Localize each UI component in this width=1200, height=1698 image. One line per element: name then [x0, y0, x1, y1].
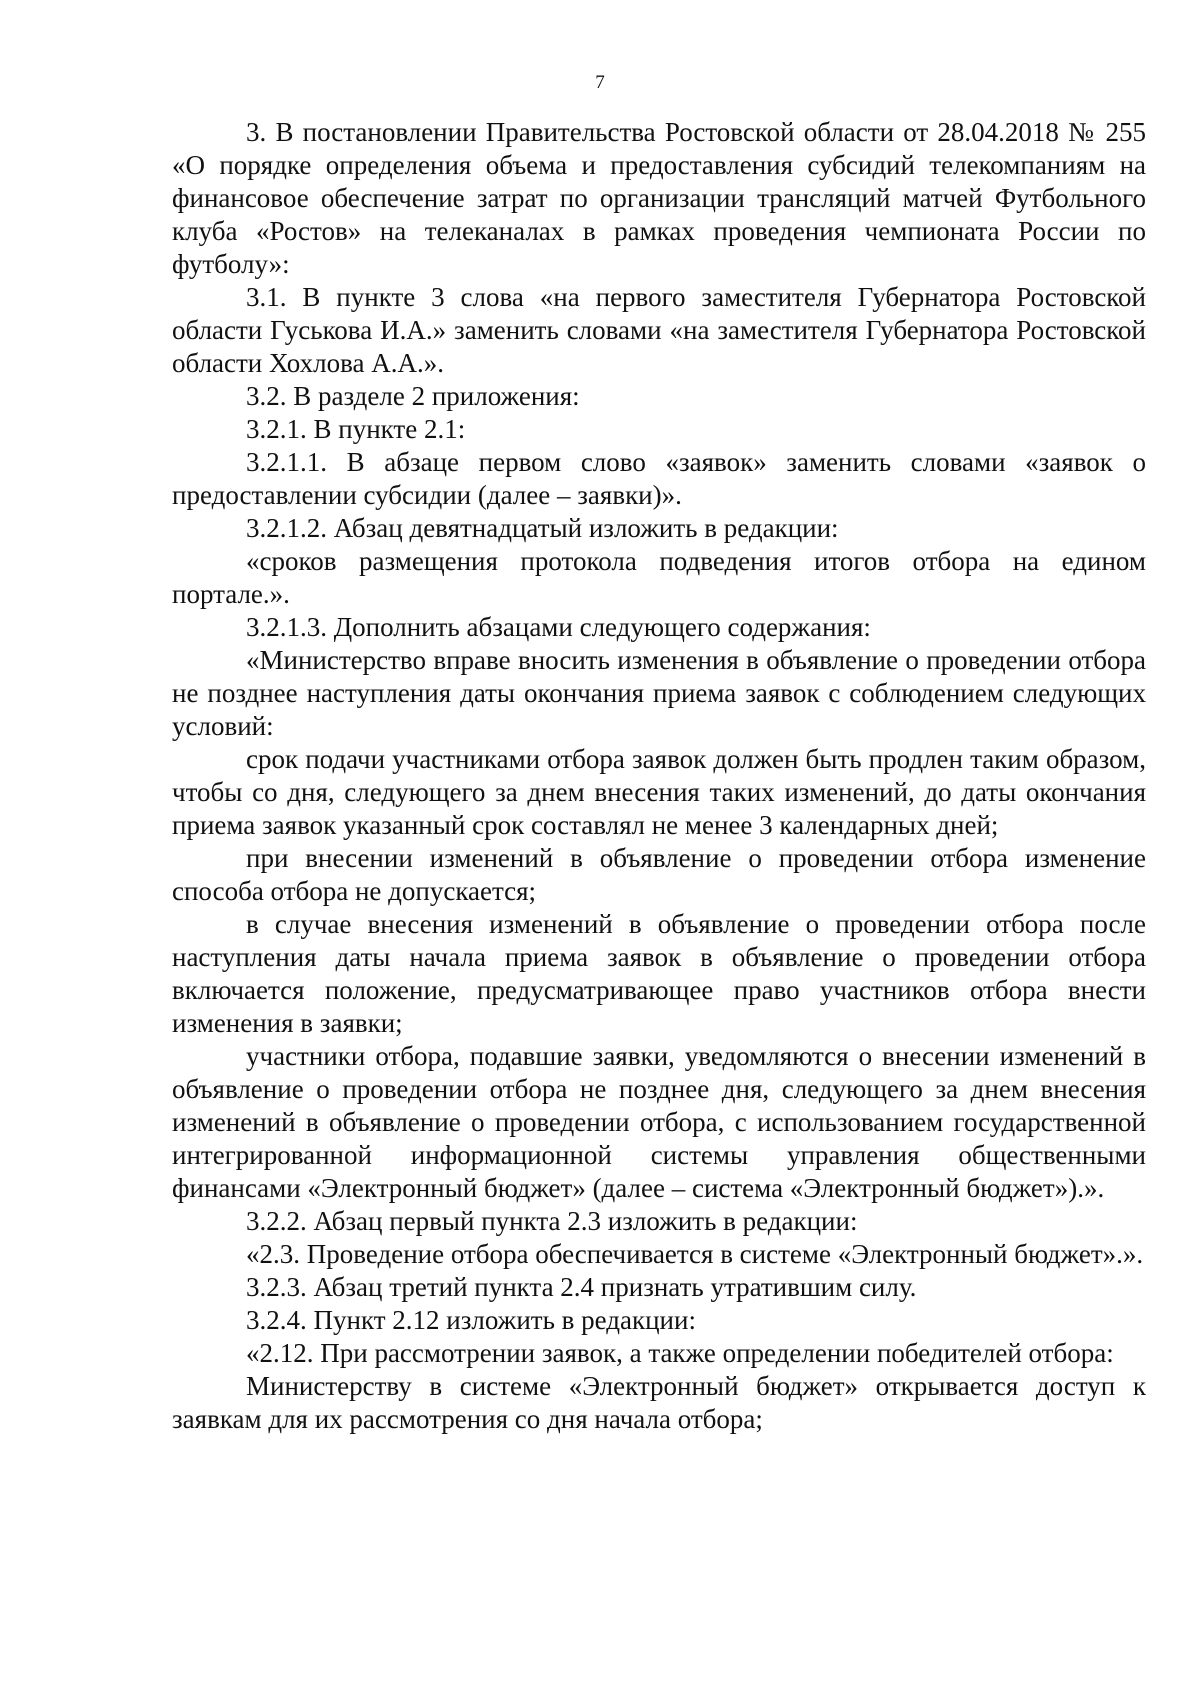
paragraph-3-2-1-2: 3.2.1.2. Абзац девятнадцатый изложить в редакции: [246, 513, 839, 543]
quoted-paragraph: в случае внесения изменений в объявление о проведении отбора после наступления даты начала приема заявок в объявление о проведении отбора включается положение, предусматривающее право участников отбора внести изменения в заявки; [172, 909, 1146, 1038]
paragraph-3: 3. В постановлении Правительства Ростовской области от 28.04.2018 № 255 «О порядке определения объема и предоставления субсидий телекомпаниям на финансовое обеспечение затрат по организации трансляций матчей Футбольного клуба «Ростов» на телеканалах в рамках проведения чемпионата России по футболу»: [172, 117, 1146, 279]
quoted-paragraph: «сроков размещения протокола подведения итогов отбора на едином портале.». [172, 546, 1146, 609]
paragraph-3-2-1-1: 3.2.1.1. В абзаце первом слово «заявок» заменить словами «заявок о предоставлении субсидии (далее – заявки)». [172, 447, 1146, 510]
quoted-paragraph: «Министерство вправе вносить изменения в объявление о проведении отбора не позднее наступления даты окончания приема заявок с соблюдением следующих условий: [172, 645, 1146, 741]
document-body [172, 116, 1146, 1436]
paragraph-3-2-1: 3.2.1. В пункте 2.1: [246, 414, 466, 444]
quoted-paragraph: «2.3. Проведение отбора обеспечивается в системе «Электронный бюджет».». [246, 1239, 1144, 1269]
page-number: 7 [595, 72, 605, 93]
paragraph-3-2-4: 3.2.4. Пункт 2.12 изложить в редакции: [246, 1305, 696, 1335]
paragraph-3-2: 3.2. В разделе 2 приложения: [246, 381, 580, 411]
paragraph-3-2-3: 3.2.3. Абзац третий пункта 2.4 признать утратившим силу. [246, 1272, 917, 1302]
quoted-paragraph: «2.12. При рассмотрении заявок, а также определении победителей отбора: [246, 1338, 1114, 1368]
quoted-paragraph: срок подачи участниками отбора заявок должен быть продлен таким образом, чтобы со дня, следующего за днем внесения таких изменений, до даты окончания приема заявок указанный срок составлял не менее 3 календарных дней; [172, 744, 1146, 840]
quoted-paragraph: Министерству в системе «Электронный бюджет» открывается доступ к заявкам для их рассмотрения со дня начала отбора; [172, 1371, 1146, 1434]
quoted-paragraph: при внесении изменений в объявление о проведении отбора изменение способа отбора не допускается; [172, 843, 1146, 906]
paragraph-3-2-2: 3.2.2. Абзац первый пункта 2.3 изложить в редакции: [246, 1206, 858, 1236]
quoted-paragraph: участники отбора, подавшие заявки, уведомляются о внесении изменений в объявление о проведении отбора не позднее дня, следующего за днем внесения изменений в объявление о проведении отбора, с использованием государственной интегрированной информационной системы управления общественными финансами «Электронный бюджет» (далее – система «Электронный бюджет»).». [172, 1041, 1146, 1203]
paragraph-3-1: 3.1. В пункте 3 слова «на первого заместителя Губернатора Ростовской области Гуськова И.А.» заменить словами «на заместителя Губернатора Ростовской области Хохлова А.А.». [172, 282, 1146, 378]
paragraph-3-2-1-3: 3.2.1.3. Дополнить абзацами следующего содержания: [246, 612, 871, 642]
